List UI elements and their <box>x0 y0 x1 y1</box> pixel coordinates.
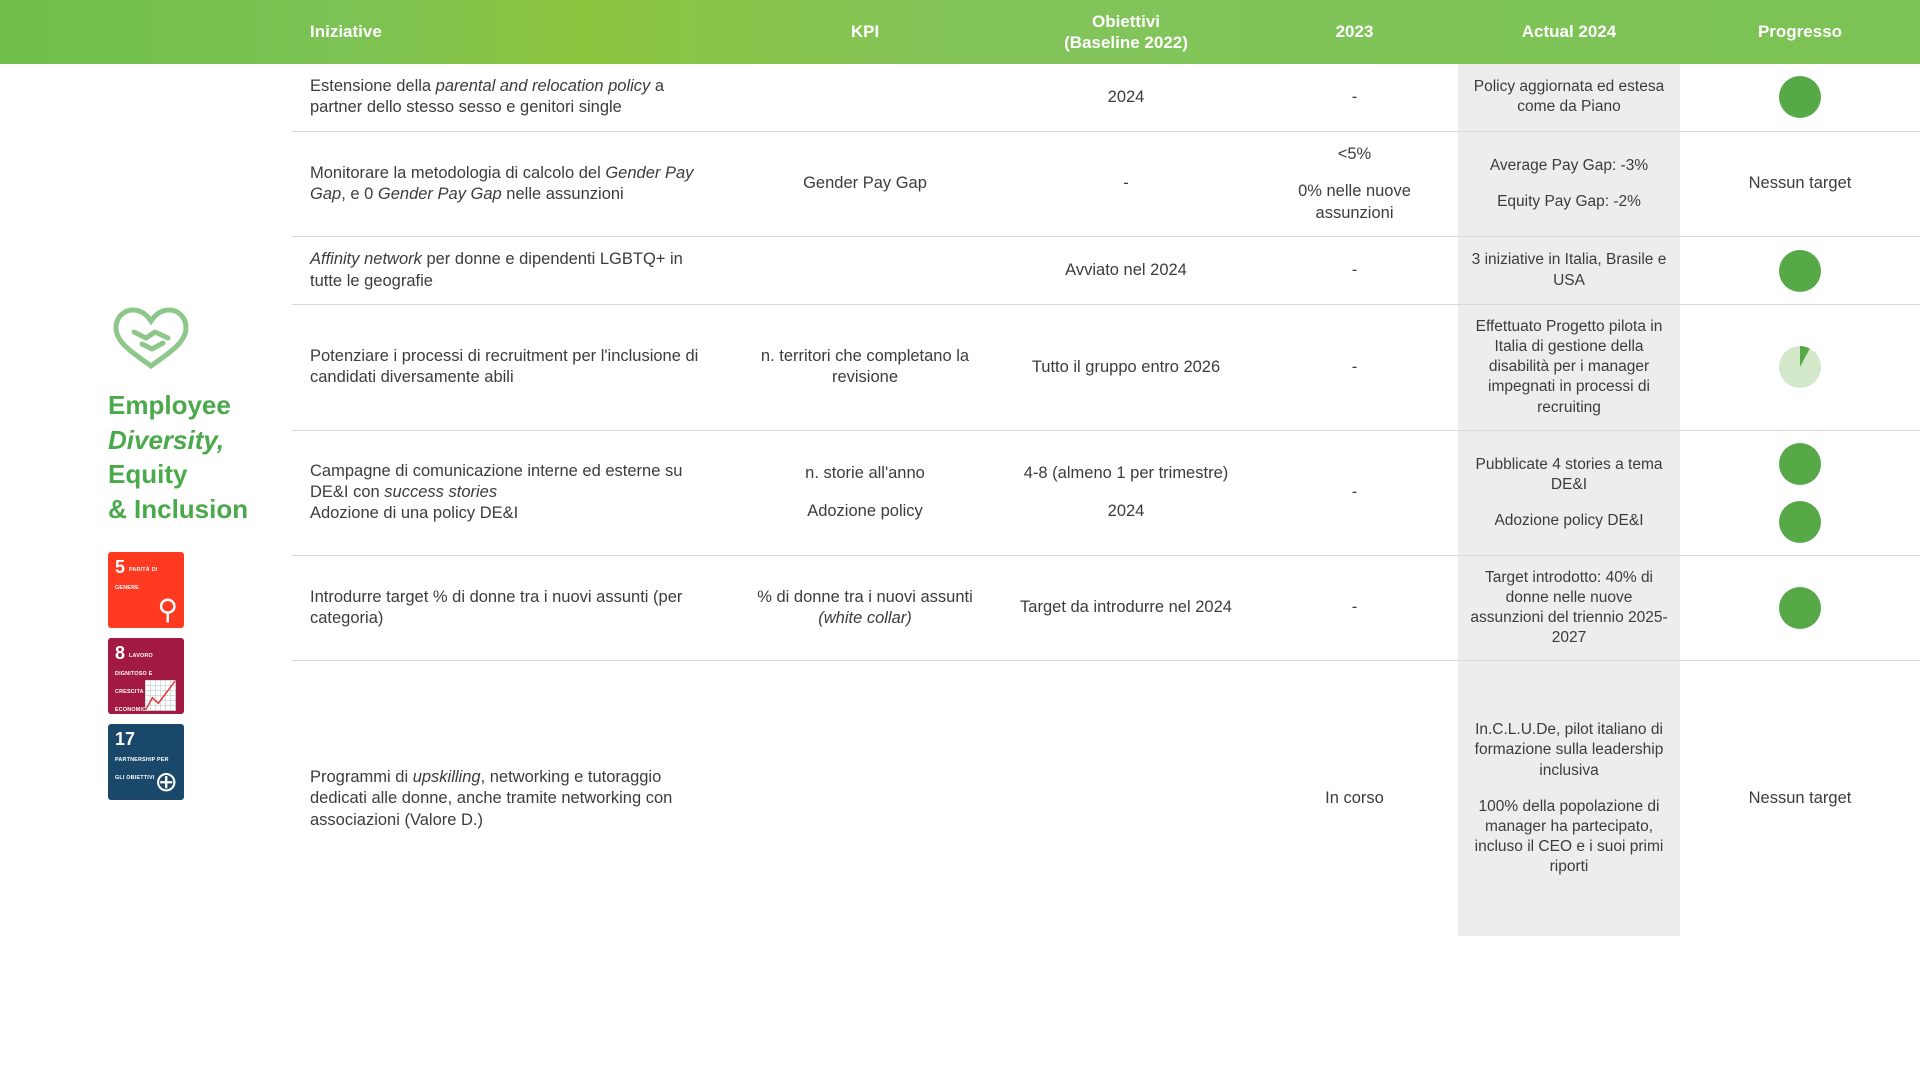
obiettivo-a: 4-8 (almeno 1 per trimestre) <box>1023 464 1229 483</box>
cell-kpi <box>729 431 1001 555</box>
cell-2023: - <box>1351 483 1358 502</box>
sdg-number: 5 <box>115 557 126 578</box>
cell-iniziativa <box>292 237 729 304</box>
pillar-title-line-1: Employee <box>108 390 231 420</box>
text-fragment: Adozione di una policy DE&I <box>310 504 519 523</box>
cell-actual-2024 <box>1458 132 1680 236</box>
sdg-number: 17 <box>115 729 136 750</box>
cell-actual-2024 <box>1458 661 1680 936</box>
cell-kpi <box>729 661 1001 936</box>
text-fragment: Programmi di <box>310 767 413 786</box>
cell-actual-2024: 3 iniziative in Italia, Brasile e USA <box>1458 237 1680 304</box>
status-dot-green <box>1779 587 1821 629</box>
column-header-obiettivi-line2: (Baseline 2022) <box>1064 33 1188 52</box>
value-actual-a: Average Pay Gap: -3% <box>1489 156 1649 174</box>
cell-kpi <box>729 64 1001 131</box>
cell-obiettivi: Avviato nel 2024 <box>1065 260 1187 279</box>
cell-progresso <box>1680 132 1920 236</box>
cell-progresso <box>1680 64 1920 131</box>
sdg-name: LAVORO DIGNITOSO E CRESCITA ECONOMICA <box>115 653 153 714</box>
sdg-badge-8 <box>108 638 184 714</box>
text-fragment-italic: Gender Pay Gap <box>310 163 694 204</box>
column-header-2023: 2023 <box>1335 22 1374 41</box>
cell-kpi: Gender Pay Gap <box>803 174 927 193</box>
table-row <box>292 431 1920 556</box>
column-header-iniziative: Iniziative <box>310 22 382 41</box>
table-row <box>292 556 1920 662</box>
status-pie-partial <box>1779 346 1821 388</box>
text-fragment: Campagne di comunicazione interne ed esterne su DE&I con <box>310 461 683 502</box>
text-fragment-italic: success stories <box>384 483 498 502</box>
pillar-title-line-3: Equity <box>108 459 188 490</box>
cell-kpi: n. territori che completano la revisione <box>760 346 970 387</box>
initiatives-table <box>292 64 1920 936</box>
cell-obiettivi: Target da introdurre nel 2024 <box>1020 598 1232 617</box>
cell-2023: - <box>1351 598 1358 617</box>
cell-obiettivi <box>1001 661 1251 936</box>
text-fragment-italic: Gender Pay Gap <box>377 185 502 204</box>
kpi-a: % di donne tra i nuovi assunti <box>757 587 973 606</box>
partnership-circle-icon: ⊕ <box>154 766 178 798</box>
cell-progresso <box>1680 661 1920 936</box>
table-row <box>292 237 1920 305</box>
cell-iniziativa <box>292 661 729 936</box>
column-header-obiettivi <box>1001 11 1251 54</box>
value-actual-a: Pubblicate 4 stories a tema DE&I <box>1475 455 1663 493</box>
sdg-badge-list <box>108 552 278 800</box>
table-row <box>292 132 1920 237</box>
kpi-a: n. storie all'anno <box>805 464 925 483</box>
cell-progresso <box>1680 556 1920 661</box>
value-actual-b: Equity Pay Gap: -2% <box>1497 193 1641 211</box>
cell-progresso <box>1680 237 1920 304</box>
cell-actual-2024: Policy aggiornata ed estesa come da Piano <box>1458 64 1680 131</box>
column-header-actual-2024: Actual 2024 <box>1521 22 1617 41</box>
cell-iniziativa <box>292 132 729 236</box>
text-fragment: Monitorare la metodologia di calcolo del <box>310 163 606 182</box>
cell-iniziativa <box>292 431 729 555</box>
status-dot-green <box>1779 501 1821 543</box>
table-row <box>292 661 1920 936</box>
cell-actual-2024: Target introdotto: 40% di donne nelle nuove assunzioni del triennio 2025-2027 <box>1458 556 1680 661</box>
text-fragment: Estensione della <box>310 77 436 95</box>
text-fragment-italic: parental and relocation policy <box>435 77 651 95</box>
cell-2023: - <box>1351 357 1358 376</box>
cell-2023: In corso <box>1325 789 1384 808</box>
text-fragment: , e 0 <box>341 185 378 204</box>
text-fragment: per donne e dipendenti LGBTQ+ in tutte le geografie <box>310 250 683 290</box>
cell-obiettivi: Tutto il gruppo entro 2026 <box>1031 357 1221 376</box>
cell-2023 <box>1251 132 1458 236</box>
value-2023-a: <5% <box>1337 144 1372 163</box>
status-dot-green <box>1779 443 1821 485</box>
value-actual-b: 100% della popolazione di manager ha partecipato, incluso il CEO e i suoi primi riporti <box>1474 797 1664 876</box>
kpi-b: Adozione policy <box>807 501 923 520</box>
handshake-heart-icon <box>108 304 194 370</box>
text-fragment: a partner dello stesso sesso e genitori single <box>310 77 665 117</box>
column-header-kpi: KPI <box>850 22 880 41</box>
table-row <box>292 305 1920 431</box>
column-header-progresso: Progresso <box>1757 22 1843 41</box>
cell-progresso <box>1680 431 1920 555</box>
cell-obiettivi: - <box>1123 174 1129 193</box>
table-row <box>292 64 1920 132</box>
sdg-name: PARITÀ DI GENERE <box>115 567 158 592</box>
table-header-row <box>0 0 1920 64</box>
cell-obiettivi <box>1001 431 1251 555</box>
cell-iniziativa: Introdurre target % di donne tra i nuovi assunti (per categoria) <box>310 587 683 628</box>
status-dot-green <box>1779 250 1821 292</box>
kpi-b: (white collar) <box>818 609 912 628</box>
status-dot-green <box>1779 76 1821 118</box>
pillar-column <box>0 64 292 1080</box>
value-actual-b: Adozione policy DE&I <box>1494 511 1644 529</box>
text-fragment: nelle assunzioni <box>501 185 624 204</box>
cell-iniziativa <box>292 64 729 131</box>
cell-actual-2024 <box>1458 431 1680 555</box>
value-actual-a: In.C.L.U.De, pilot italiano di formazione sulla leadership inclusiva <box>1474 721 1664 779</box>
sdg-number: 8 <box>115 643 126 664</box>
growth-chart-icon: 📈 <box>143 680 178 712</box>
cell-kpi <box>729 556 1001 661</box>
sdg-badge-17 <box>108 724 184 800</box>
text-fragment-italic: Affinity network <box>310 250 422 269</box>
pillar-title-line-4: & Inclusion <box>108 493 249 524</box>
column-header-obiettivi-line1: Obiettivi <box>1091 11 1160 31</box>
cell-kpi <box>729 237 1001 304</box>
cell-2023: - <box>1351 260 1358 279</box>
cell-iniziativa: Potenziare i processi di recruitment per l'inclusione di candidati diversamente abili <box>310 346 699 387</box>
value-2023-b: 0% nelle nuove assunzioni <box>1298 182 1411 222</box>
text-fragment: , networking e tutoraggio dedicati alle donne, anche tramite networking con associazioni (Valore D.) <box>310 767 673 829</box>
cell-actual-2024: Effettuato Progetto pilota in Italia di gestione della disabilità per i manager impegnati in processi di recruiting <box>1458 305 1680 430</box>
progresso-text: Nessun target <box>1748 174 1852 193</box>
sdg-name: PARTNERSHIP PER GLI OBIETTIVI <box>115 757 169 782</box>
text-fragment-italic: upskilling <box>412 767 481 786</box>
cell-progresso <box>1680 305 1920 430</box>
sdg-badge-5 <box>108 552 184 628</box>
pillar-title <box>108 388 278 526</box>
pillar-title-line-2: Diversity, <box>108 424 225 455</box>
obiettivo-b: 2024 <box>1107 501 1145 520</box>
gender-equality-icon: ⚲ <box>157 594 178 626</box>
progresso-text: Nessun target <box>1748 789 1852 808</box>
cell-2023: - <box>1351 87 1358 106</box>
cell-obiettivi: 2024 <box>1107 87 1145 106</box>
